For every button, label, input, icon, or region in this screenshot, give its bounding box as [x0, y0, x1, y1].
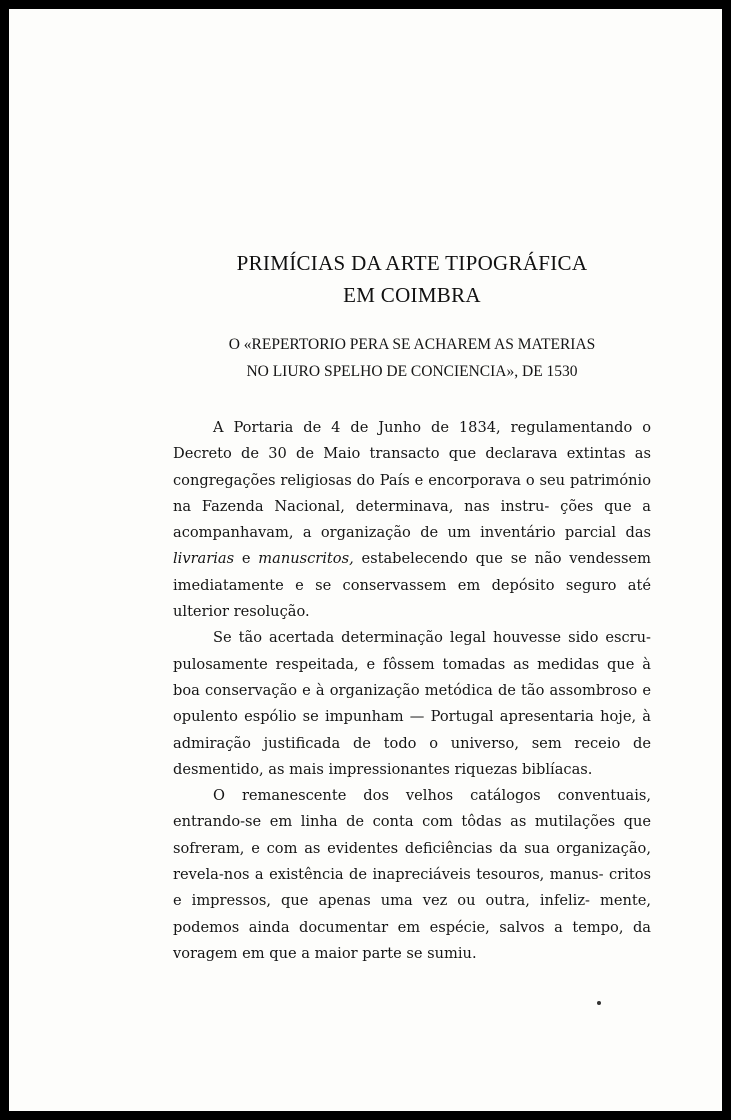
paragraph-2: [173, 625, 651, 783]
paragraph-1-line-1: A Portaria de 4 de Junho de 1834, regulamentando: [213, 419, 633, 436]
paragraph-3-line-5: critos e impressos, que apenas uma vez ou outra, infeliz-: [173, 866, 652, 910]
paragraph-1-line-3: as congregações religiosas do País e encorporava o seu: [173, 445, 651, 489]
paragraph-3-line-3: sofreram, e com as evidentes deficiências da sua organização,: [173, 839, 651, 857]
paragraph-2-line-2: pulosamente respeitada, e fôssem tomadas as medidas que à: [173, 655, 651, 673]
chapter-subtitle: [173, 331, 651, 385]
paragraph-3-line-2: entrando-se em linha de conta com tôdas as mutilações que: [173, 813, 651, 831]
paragraph-3-line-1: O remanescente dos velhos catálogos conventuais,: [213, 787, 651, 805]
paragraph-1: [173, 415, 651, 625]
paragraph-2-line-1: Se tão acertada determinação legal houvesse sido escru-: [213, 629, 651, 647]
italic-term-livrarias: livrarias: [173, 550, 235, 568]
ink-speck: [597, 1001, 601, 1005]
line-6-text-after: estabelecendo que se não: [353, 550, 562, 568]
chapter-title: [173, 247, 651, 311]
body-text: [173, 415, 651, 967]
paragraph-2-line-4: e opulento espólio se impunham — Portugal apresentaria: [173, 681, 651, 726]
paragraph-1-line-7: vendessem imediatamente e se conservassem em depósito: [173, 550, 652, 594]
line-6-text-middle: e: [234, 550, 259, 568]
paragraph-3: [173, 783, 651, 967]
line-6-text-before: parcial das: [564, 524, 652, 542]
paragraph-1-line-2: o Decreto de 30 de Maio transacto que declarava extintas: [173, 419, 651, 463]
paragraph-1-line-8: seguro até ulterior resolução.: [173, 576, 651, 621]
paragraph-2-line-6: de desmentido, as mais impressionantes riquezas biblíacas.: [173, 734, 652, 778]
page-content: [173, 247, 651, 967]
italic-term-manuscritos: manuscritos,: [258, 550, 354, 568]
paragraph-2-line-3: boa conservação e à organização metódica de tão assombroso: [173, 681, 638, 699]
paragraph-3-line-6: mente, podemos ainda documentar em espécie, salvos a: [173, 892, 651, 936]
book-page: [9, 9, 722, 1111]
chapter-subtitle-line-1: O «REPERTORIO PERA SE ACHAREM AS MATERIAS: [228, 336, 596, 353]
paragraph-2-line-5: hoje, à admiração justificada de todo o universo, sem receio: [173, 708, 652, 752]
paragraph-1-line-5: ções que a acompanhavam, a organização de um inventário: [173, 497, 651, 542]
chapter-subtitle-line-2: NO LIURO SPELHO DE CONCIENCIA», DE 1530: [246, 363, 578, 380]
paragraph-3-line-7: tempo, da voragem em que a maior parte se sumiu.: [173, 918, 651, 962]
paragraph-3-line-4: revela-nos a existência de inapreciáveis tesouros, manus-: [173, 866, 604, 884]
paragraph-1-line-4: património na Fazenda Nacional, determinava, nas instru-: [173, 471, 652, 515]
chapter-title-line-1: PRIMÍCIAS DA ARTE TIPOGRÁFICA: [236, 251, 588, 275]
chapter-title-line-2: EM COIMBRA: [343, 283, 481, 307]
